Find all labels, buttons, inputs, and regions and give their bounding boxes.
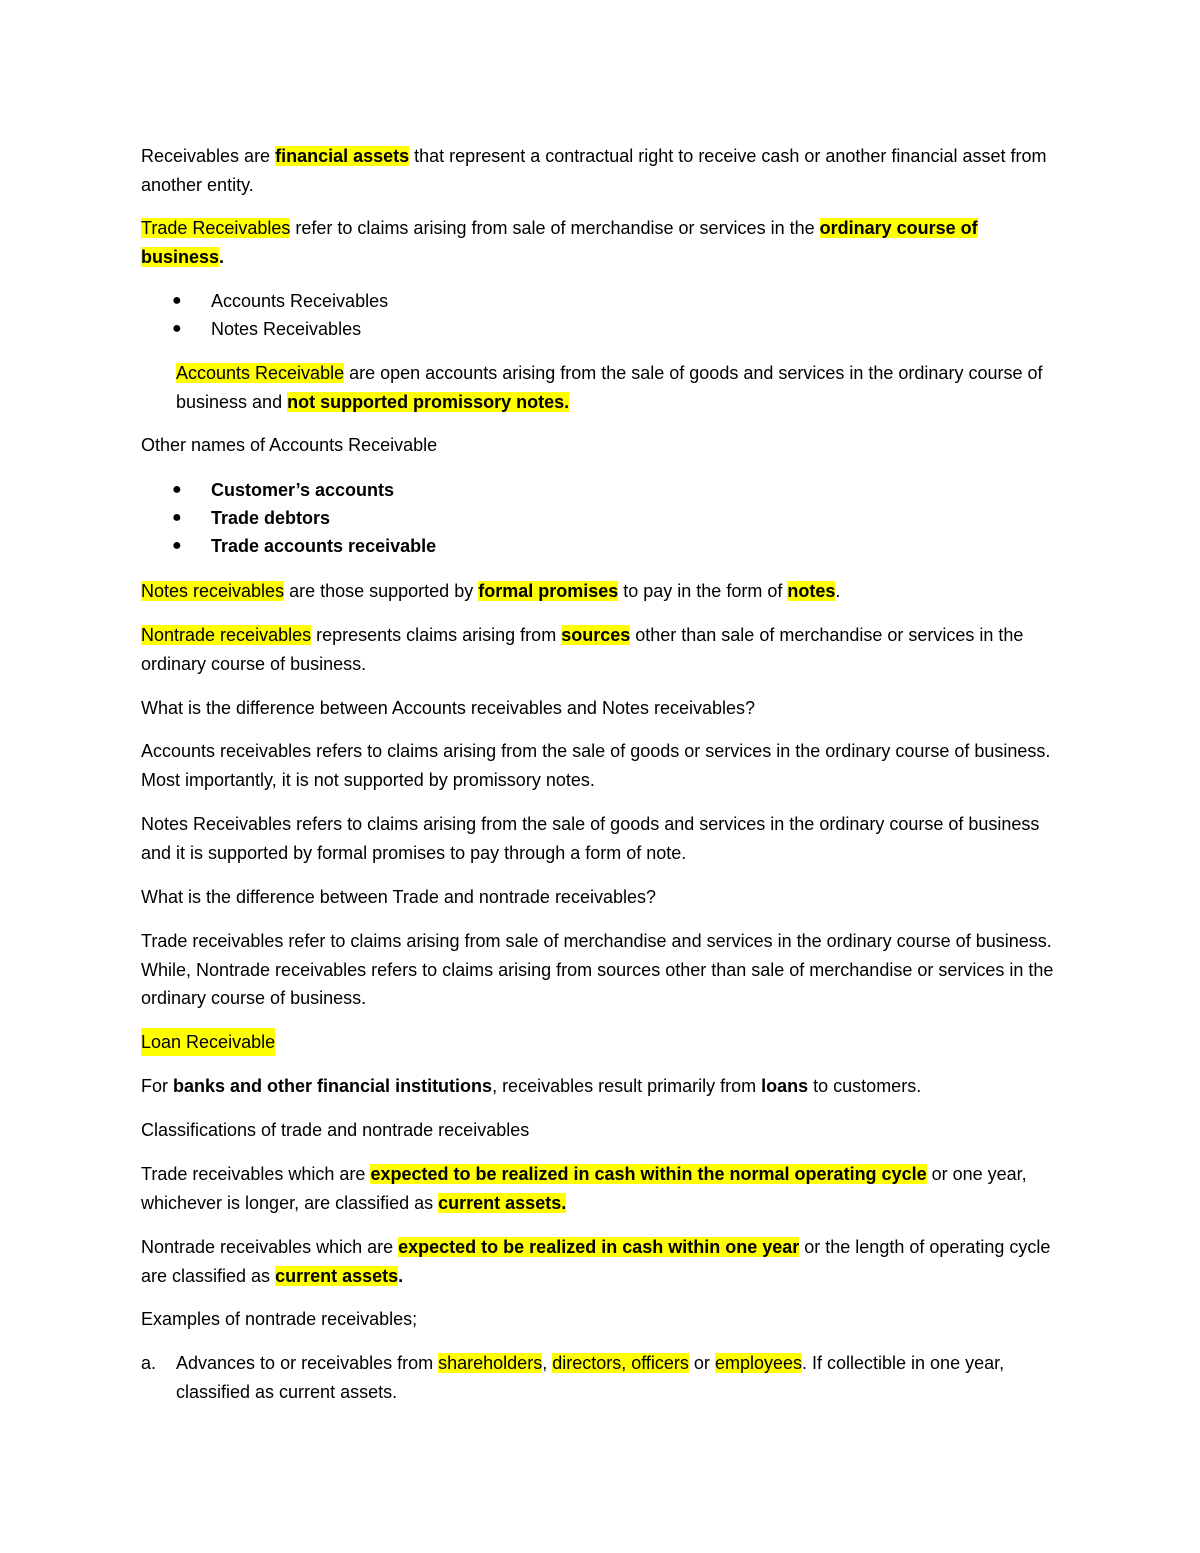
highlight-employees: employees	[714, 1353, 802, 1373]
text-run: are open accounts arising from the sale of goods and services in the ordinary course of business and	[176, 363, 1043, 412]
heading-examples-nontrade: Examples of nontrade receivables;	[141, 1309, 418, 1329]
highlight-current-assets	[275, 1266, 398, 1286]
bullet-icon: ●	[172, 292, 182, 309]
text-run: Nontrade receivables which are	[141, 1237, 399, 1257]
text-run: Trade receivables which are	[141, 1164, 371, 1184]
text-run: to pay in the form of	[618, 581, 788, 601]
highlight-accounts-receivable: Accounts Receivable	[176, 363, 345, 383]
question-trade-vs-nontrade: What is the difference between Trade and nontrade receivables?	[141, 887, 656, 907]
highlight-trade-receivables: Trade Receivables	[141, 218, 291, 238]
heading-loan-receivable: Loan Receivable	[141, 1028, 275, 1056]
list-item: Accounts Receivables	[211, 291, 389, 311]
list-marker: a.	[141, 1353, 157, 1373]
text-run: ,	[542, 1353, 553, 1373]
highlight-notes-receivables: Notes receivables	[141, 581, 285, 601]
para-receivables-definition	[141, 142, 1061, 199]
text-run: or the length of operating cycle are classified as	[141, 1237, 1051, 1286]
highlight-formal-promises	[478, 581, 618, 601]
text-run: other than sale of merchandise or services in the ordinary course of business.	[141, 625, 1024, 674]
text-run: Receivables are	[141, 146, 276, 166]
para-notes-receivables	[141, 577, 1061, 606]
bold-text: not supported promissory notes.	[287, 391, 570, 412]
bold-text: formal promises	[478, 581, 619, 601]
highlight-not-supported	[287, 392, 569, 412]
highlight-within-one-year	[398, 1237, 799, 1257]
bold-text: sources	[561, 625, 631, 645]
text-run: For	[141, 1076, 174, 1096]
highlight-normal-operating-cycle	[370, 1164, 926, 1184]
text-run: Advances to or receivables from	[176, 1353, 439, 1373]
bold-text: .	[398, 1265, 404, 1286]
bold-text: loans	[761, 1076, 809, 1096]
bullet-icon: ●	[172, 481, 182, 498]
para-trade-classification	[141, 1160, 1061, 1217]
para-nontrade-classification	[141, 1233, 1061, 1290]
heading-classifications: Classifications of trade and nontrade receivables	[141, 1120, 530, 1140]
answer-notes-receivables: Notes Receivables refers to claims arising from the sale of goods and services in the ordinary course of business and it is supported by formal promises to pay through a form of note.	[141, 814, 1040, 863]
text-run: .	[835, 581, 841, 601]
bold-text: financial assets	[275, 146, 410, 166]
bold-text: banks and other financial institutions	[173, 1076, 493, 1096]
bullet-icon: ●	[172, 509, 182, 526]
text-run: or one year, whichever is longer, are classified as	[141, 1164, 1027, 1213]
highlight-sources	[561, 625, 630, 645]
list-item: Trade debtors	[211, 508, 331, 528]
para-nontrade-receivables	[141, 621, 1061, 678]
list-item: Trade accounts receivable	[211, 536, 437, 556]
answer-accounts-receivables: Accounts receivables refers to claims arising from the sale of goods or services in the ordinary course of business. Most importantly, it is not supported by promissory notes.	[141, 741, 1051, 790]
bold-text: expected to be realized in cash within the normal operating cycle	[370, 1164, 927, 1184]
highlight-directors-officers: directors, officers	[552, 1353, 689, 1373]
highlight-notes	[787, 581, 835, 601]
para-accounts-receivable	[176, 359, 1056, 416]
bold-text: current assets	[275, 1265, 399, 1286]
example-item-advances	[176, 1349, 1056, 1406]
question-accounts-vs-notes: What is the difference between Accounts receivables and Notes receivables?	[141, 698, 756, 718]
text-run: to customers.	[808, 1076, 922, 1096]
text-run: refer to claims arising from sale of merchandise or services in the	[290, 218, 820, 238]
text-run: . If collectible in one year, classified as current assets.	[176, 1353, 1005, 1402]
para-other-names: Other names of Accounts Receivable	[141, 435, 438, 455]
bold-text: ordinary course of business	[141, 218, 978, 267]
bold-text: expected to be realized in cash within one year	[398, 1237, 800, 1257]
bold-text: current assets.	[438, 1192, 567, 1213]
bullet-icon: ●	[172, 320, 182, 337]
highlight-financial-assets	[275, 146, 409, 166]
bullet-icon: ●	[172, 537, 182, 554]
para-trade-receivables	[141, 214, 1061, 271]
list-item: Customer’s accounts	[211, 480, 395, 500]
para-banks-loans	[141, 1072, 1061, 1101]
text-run: are those supported by	[284, 581, 479, 601]
highlight-shareholders: shareholders	[438, 1353, 543, 1373]
list-item: Notes Receivables	[211, 319, 362, 339]
text-run: , receivables result primarily from	[492, 1076, 762, 1096]
highlight-nontrade-receivables: Nontrade receivables	[141, 625, 312, 645]
highlight-current-assets	[438, 1193, 566, 1213]
text-run: represents claims arising from	[311, 625, 562, 645]
text-run: that represent a contractual right to receive cash or another financial asset from another entity.	[141, 146, 1047, 195]
text-run: or	[688, 1353, 715, 1373]
bold-text: .	[219, 246, 225, 267]
bold-text: notes	[787, 581, 836, 601]
answer-trade-vs-nontrade: Trade receivables refer to claims arising from sale of merchandise and services in the ordinary course of business. While, Nontrade receivables refers to claims arising from sources other than sale of merchandise or services in the ordinary course of business.	[141, 931, 1054, 1008]
